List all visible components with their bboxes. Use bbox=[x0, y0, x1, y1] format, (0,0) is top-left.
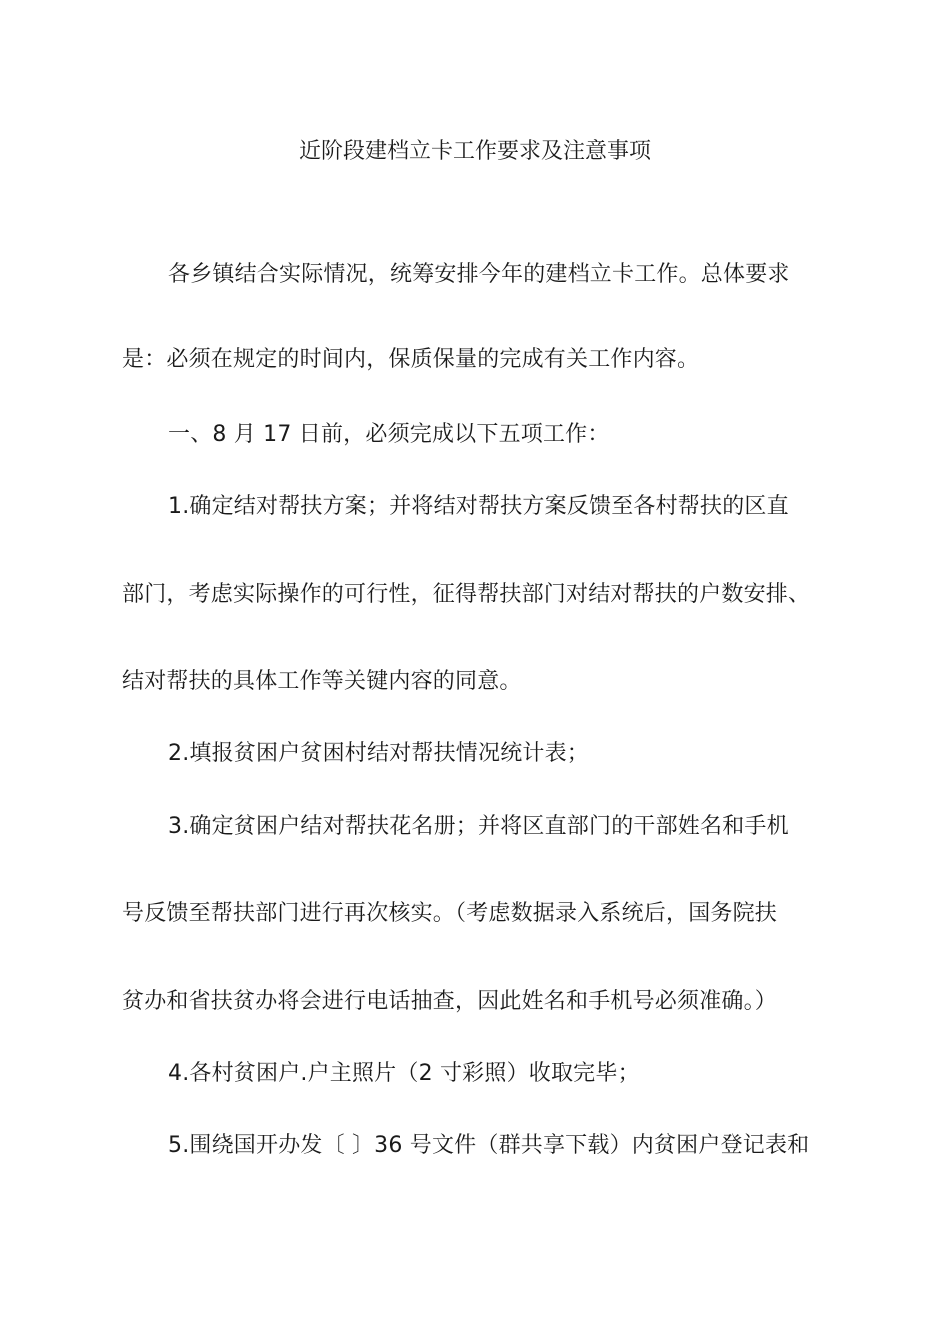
list-item: 5.围绕国开办发〔 〕36 号文件（群共享下载）内贫困户登记表和 bbox=[168, 1133, 810, 1158]
paragraph-line: 各乡镇结合实际情况，统筹安排今年的建档立卡工作。总体要求 bbox=[168, 262, 790, 287]
list-item: 4.各村贫困户.户主照片（2 寸彩照）收取完毕； bbox=[168, 1061, 640, 1086]
list-item: 1.确定结对帮扶方案；并将结对帮扶方案反馈至各村帮扶的区直 bbox=[168, 494, 789, 519]
list-item: 3.确定贫困户结对帮扶花名册；并将区直部门的干部姓名和手机 bbox=[168, 814, 789, 839]
paragraph-line: 号反馈至帮扶部门进行再次核实。（考虑数据录入系统后，国务院扶 bbox=[122, 901, 778, 926]
paragraph-line: 是：必须在规定的时间内，保质保量的完成有关工作内容。 bbox=[122, 347, 700, 372]
section-heading: 一、8 月 17 日前，必须完成以下五项工作： bbox=[168, 422, 610, 447]
document-title: 近阶段建档立卡工作要求及注意事项 bbox=[298, 139, 651, 164]
paragraph-line: 贫办和省扶贫办将会进行电话抽查，因此姓名和手机号必须准确。） bbox=[122, 989, 778, 1014]
paragraph-line: 结对帮扶的具体工作等关键内容的同意。 bbox=[122, 669, 522, 694]
list-item: 2.填报贫困户贫困村结对帮扶情况统计表； bbox=[168, 741, 589, 766]
paragraph-line: 部门，考虑实际操作的可行性，征得帮扶部门对结对帮扶的户数安排、 bbox=[122, 582, 811, 607]
